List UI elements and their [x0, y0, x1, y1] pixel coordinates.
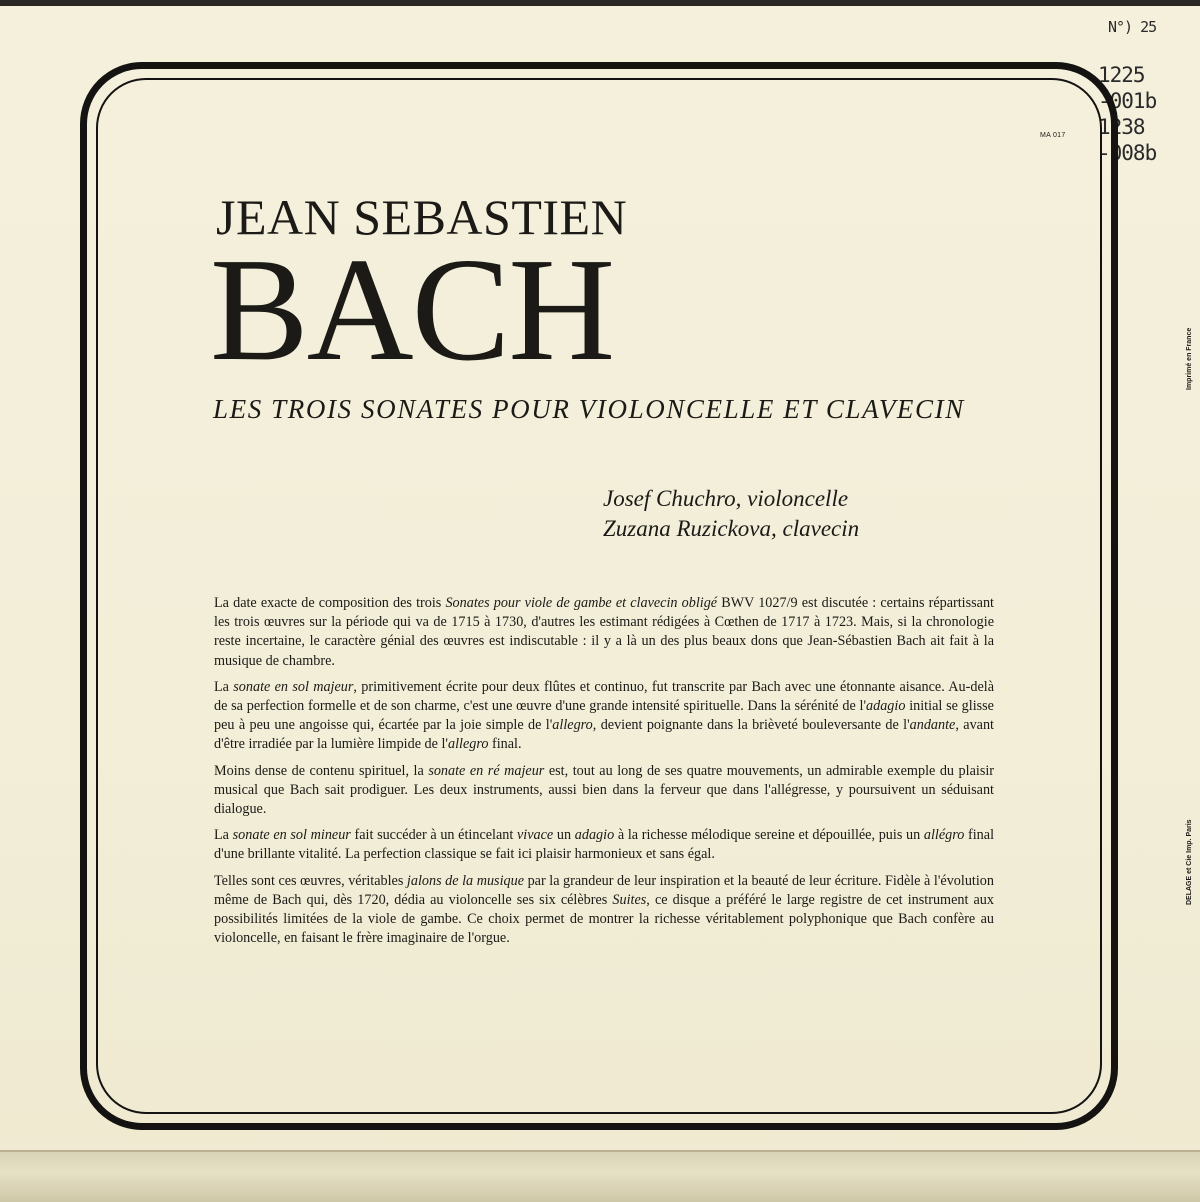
composer-first-name: JEAN SEBASTIEN	[216, 189, 628, 245]
liner-paragraph-4	[214, 826, 994, 864]
text-run: , primitivement écrite pour deux flûtes et continuo, fut transcrite par Bach avec une étonnante aisance. Au-delà de sa perfection formelle et de son charme, c'est une œuvre d'une grande intensité spirituelle. Dans la sérénité de l'	[214, 678, 994, 715]
liner-paragraph-3	[214, 762, 994, 820]
handwritten-corner-note: N°) 25	[1108, 18, 1157, 36]
text-run: initial se glisse peu à peu une angoisse qui, écartée par la joie simple de l'	[214, 698, 994, 734]
performer-cellist: Josef Chuchro, violoncelle	[603, 486, 849, 511]
handwritten-line: -001b	[1098, 89, 1157, 113]
italic-run: Sonates pour viole de gambe et clavecin obligé	[445, 595, 718, 611]
text-run: fait succéder à un étincelant	[350, 827, 517, 844]
sleeve-top-edge	[0, 0, 1200, 6]
sleeve-bottom-strip	[0, 1150, 1200, 1202]
liner-paragraph-2	[214, 678, 994, 755]
performers	[603, 484, 859, 544]
italic-run: allégro	[923, 827, 965, 844]
italic-run: jalons de la musique	[406, 872, 525, 889]
italic-run: andante	[909, 717, 956, 734]
italic-run: allegro	[447, 736, 489, 753]
handwritten-line: 1225	[1098, 63, 1145, 87]
italic-run: adagio	[574, 827, 615, 844]
text-run: , avant d'être irradiée par la lumière limpide de l'	[214, 717, 994, 753]
italic-run: sonate en sol majeur	[233, 678, 354, 695]
printer-credit: DELAGE et Cie Imp. Paris	[1186, 819, 1193, 905]
italic-run: allegro	[552, 717, 593, 734]
italic-run: adagio	[866, 698, 906, 715]
performer-harpsichordist: Zuzana Ruzickova, clavecin	[603, 516, 860, 541]
text-run: La	[214, 678, 234, 695]
italic-run: sonate en sol mineur	[232, 827, 351, 844]
liner-paragraph-1	[214, 594, 994, 671]
text-run: La	[214, 827, 233, 844]
text-run: un	[553, 827, 575, 844]
text-run: BWV 1027/9 est discutée : certains répartissant les trois œuvres sur la période qui va de 1715 à 1730, d'autres les estimant rédigées à Cœthen de 1717 à 1723. Mais, si la chronologie reste incertaine, le caractère génial des œuvres est indiscutable : il y a là un des plus beaux dons que Jean-Sébastien Bach ait fait à la musique de chambre.	[214, 595, 994, 669]
text-run: à la richesse mélodique sereine et dépouillée, puis un	[614, 827, 924, 844]
imprint-note: Imprimé en France	[1186, 327, 1193, 390]
liner-paragraph-5	[214, 872, 994, 949]
italic-run: sonate en ré majeur	[428, 762, 545, 779]
text-run: final d'une brillante vitalité. La perfection classique se fait ici plaisir harmonieux et sans égal.	[214, 827, 995, 863]
handwritten-line: -008b	[1098, 141, 1157, 165]
text-run: par la grandeur de leur inspiration et la beauté de leur écriture. Fidèle à l'évolution même de Bach qui, dès 1720, dédia au violoncelle ses six célèbres	[214, 872, 994, 908]
text-run: final.	[488, 736, 522, 753]
text-run: , ce disque a préféré le large registre de cet instrument aux possibilités limitées de la viole de gambe. Ce choix permet de montrer la richesse véritablement polyphonique que Bach confère au violoncelle, en faisant le frère imaginaire de l'orgue.	[214, 891, 994, 947]
composer-last-name: BACH	[210, 228, 614, 392]
text-run: est, tout au long de ses quatre mouvements, un admirable exemple du plaisir musical que Bach sait prodiguer. Les deux instruments, aussi bien dans la ferveur que dans l'allégresse, y poursuivent un séduisant dialogue.	[214, 762, 995, 818]
text-run: Moins dense de contenu spirituel, la	[214, 762, 429, 779]
work-title: LES TROIS SONATES POUR VIOLONCELLE ET CLAVECIN	[213, 394, 965, 424]
catalog-number: MA 017	[1040, 132, 1066, 139]
text-run: Telles sont ces œuvres, véritables	[214, 872, 407, 889]
italic-run: Suites	[612, 891, 647, 908]
handwritten-line: 1238	[1098, 115, 1145, 139]
text-run: La date exacte de composition des trois	[214, 595, 446, 611]
italic-run: vivace	[517, 827, 554, 844]
liner-notes	[214, 594, 994, 955]
text-run: , devient poignante dans la brièveté bouleversante de l'	[592, 717, 910, 734]
